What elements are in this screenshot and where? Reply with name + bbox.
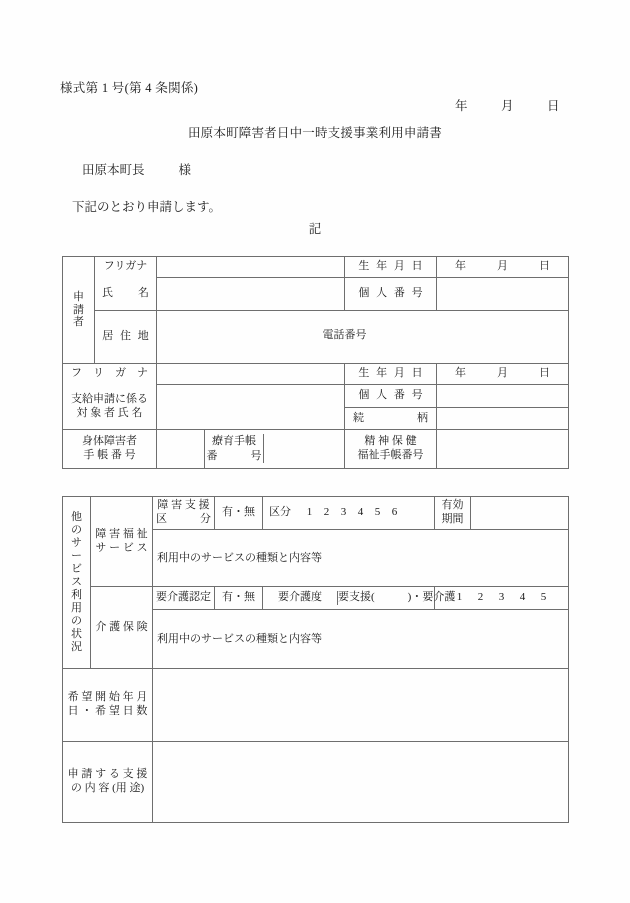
birthdate-day: 日 xyxy=(539,260,550,273)
target-name-label-line2: 対 象 者 氏 名 xyxy=(76,406,143,419)
start-date-label-line2: 日 ・ 希 望 日 数 xyxy=(67,705,148,717)
valid-period-label-line2: 期間 xyxy=(441,513,464,525)
care-number[interactable]: 1 xyxy=(456,591,463,604)
care-number[interactable]: 4 xyxy=(519,591,526,604)
target-birthdate-label: 生 年 月 日 xyxy=(345,364,437,385)
purpose-label-line2: の 内 容 (用 途) xyxy=(70,782,145,794)
applicant-table xyxy=(62,256,569,469)
insurance-label: 介 護 保 険 xyxy=(91,587,153,669)
birthdate-month: 月 xyxy=(497,260,508,273)
rehab-handbook-input[interactable] xyxy=(264,434,345,463)
physical-handbook-label xyxy=(63,429,157,468)
addressee-name: 田原本町長 xyxy=(82,163,145,177)
applicant-furigana-input[interactable] xyxy=(157,257,345,278)
support-class-label-line1: 障 害 支 援 xyxy=(157,499,210,512)
application-statement: 下記のとおり申請します。 xyxy=(72,200,222,214)
care-support-options[interactable] xyxy=(338,591,456,605)
target-birthdate-input[interactable] xyxy=(437,364,569,385)
header-date-year: 年 xyxy=(455,99,468,113)
class-number[interactable]: 4 xyxy=(357,506,364,519)
target-furigana-input[interactable] xyxy=(157,364,345,385)
address-label: 居 住 地 xyxy=(95,311,157,364)
class-number[interactable]: 1 xyxy=(306,506,313,519)
form-number: 様式第 1 号(第 4 条関係) xyxy=(60,81,199,95)
valid-period-input[interactable] xyxy=(471,497,569,530)
care-number[interactable]: 3 xyxy=(498,591,505,604)
services-side-label-char: 他 xyxy=(71,511,82,524)
class-number[interactable]: 6 xyxy=(391,506,398,519)
table-row xyxy=(63,429,569,468)
insurance-service-content-note: 利用中のサービスの種類と内容等 xyxy=(157,633,322,646)
target-my-number-label: 個 人 番 号 xyxy=(345,385,437,408)
support-class-label-line2: 区 分 xyxy=(156,513,211,525)
purpose-label-line1: 申 請 す る 支 援 xyxy=(67,768,148,781)
target-my-number-input[interactable] xyxy=(437,385,569,408)
applicant-name-input[interactable] xyxy=(157,278,345,311)
mental-handbook-label-line1: 精 神 保 健 xyxy=(364,434,417,447)
physical-handbook-label-line2: 手 帳 番 号 xyxy=(83,448,136,461)
care-level-numbers[interactable] xyxy=(435,587,569,610)
phone-label: 電話番号 xyxy=(322,328,367,341)
care-support-label: 要支援( )・要介護 xyxy=(338,591,456,604)
target-name-label xyxy=(63,385,157,430)
ki-mark: 記 xyxy=(308,222,322,236)
physical-handbook-input[interactable] xyxy=(157,429,205,468)
care-cert-label: 要介護認定 xyxy=(153,587,215,610)
purpose-label xyxy=(63,742,153,823)
purpose-input[interactable] xyxy=(153,742,569,823)
birthdate-year: 年 xyxy=(455,260,466,273)
target-birthdate-year: 年 xyxy=(455,367,466,380)
start-date-label-line1: 希 望 開 始 年 月 xyxy=(67,691,148,704)
applicant-side-label-char: 請 xyxy=(73,303,84,316)
header-date-month: 月 xyxy=(501,99,514,113)
table-row xyxy=(63,742,569,823)
services-side-label-char: の xyxy=(71,614,82,627)
physical-handbook-label-line1: 身体障害者 xyxy=(82,434,137,447)
addressee-line xyxy=(82,160,191,178)
welfare-service-content-note: 利用中のサービスの種類と内容等 xyxy=(157,552,322,565)
services-side-label-char: の xyxy=(71,524,82,537)
class-number[interactable]: 2 xyxy=(323,506,330,519)
class-prefix: 区分 xyxy=(269,506,291,519)
services-side-label-char: 況 xyxy=(71,640,82,653)
welfare-service-label-line1: 障 害 福 祉 xyxy=(95,527,148,540)
valid-period-label xyxy=(435,497,471,530)
rehab-handbook-label-line1: 療育手帳 xyxy=(212,435,256,448)
start-date-label xyxy=(63,669,153,742)
mental-handbook-input[interactable] xyxy=(437,429,569,468)
table-row xyxy=(63,278,569,311)
applicant-birthdate-input[interactable] xyxy=(437,257,569,278)
relationship-input[interactable] xyxy=(437,408,569,429)
welfare-service-label xyxy=(91,497,153,587)
table-row xyxy=(63,311,569,364)
applicant-side-label xyxy=(63,257,95,364)
care-number[interactable]: 2 xyxy=(477,591,484,604)
name-label: 氏 名 xyxy=(95,278,157,311)
care-presence[interactable]: 有・無 xyxy=(215,587,263,610)
valid-period-label-line1: 有効 xyxy=(441,499,464,512)
services-table xyxy=(62,496,569,823)
header-date-day: 日 xyxy=(547,99,560,113)
mental-handbook-label-line2: 福祉手帳番号 xyxy=(357,448,424,461)
services-side-label-char: 利 xyxy=(71,588,82,601)
target-name-label-line1: 支給申請に係る xyxy=(71,392,148,405)
table-row xyxy=(63,385,569,408)
services-side-label-char: 状 xyxy=(71,627,82,640)
welfare-service-label-line2: サ ー ビ ス xyxy=(95,541,148,554)
applicant-side-label-char: 申 xyxy=(73,290,84,303)
services-side-label-char: ー xyxy=(71,550,82,563)
care-number[interactable]: 5 xyxy=(540,591,547,604)
start-date-input[interactable] xyxy=(153,669,569,742)
rehab-handbook-label-line2: 番 号 xyxy=(206,449,262,462)
target-birthdate-month: 月 xyxy=(497,367,508,380)
insurance-service-content-input[interactable] xyxy=(153,610,569,669)
addressee-honorific: 様 xyxy=(178,163,192,177)
my-number-label: 個 人 番 号 xyxy=(345,278,437,311)
table-row xyxy=(63,669,569,742)
support-class-label xyxy=(153,497,215,530)
care-level-label xyxy=(263,587,456,610)
target-birthdate-day: 日 xyxy=(539,367,550,380)
target-name-input[interactable] xyxy=(157,385,345,430)
header-date-line xyxy=(455,96,560,114)
care-level-label-text: 要介護度 xyxy=(263,591,338,605)
support-class-presence[interactable]: 有・無 xyxy=(215,497,263,530)
birthdate-label: 生 年 月 日 xyxy=(345,257,437,278)
applicant-address-input[interactable] xyxy=(157,311,569,364)
services-side-label-char: ス xyxy=(71,576,82,589)
table-row xyxy=(63,364,569,385)
welfare-service-content-input[interactable] xyxy=(153,530,569,587)
relationship-label: 続 柄 xyxy=(345,408,437,429)
mental-handbook-label xyxy=(345,429,437,468)
table-row xyxy=(63,497,569,530)
class-number[interactable]: 3 xyxy=(340,506,347,519)
services-side-label xyxy=(63,497,91,669)
rehab-handbook-cell xyxy=(205,429,345,468)
target-furigana-label: フ リ ガ ナ xyxy=(63,364,157,385)
page-title: 田原本町障害者日中一時支援事業利用申請書 xyxy=(187,126,442,140)
class-number[interactable]: 5 xyxy=(374,506,381,519)
applicant-side-label-char: 者 xyxy=(73,316,84,329)
services-side-label-char: サ xyxy=(71,537,82,550)
applicant-my-number-input[interactable] xyxy=(437,278,569,311)
table-row xyxy=(63,587,569,610)
services-side-label-char: 用 xyxy=(71,601,82,614)
furigana-label: フリガナ xyxy=(95,257,157,278)
services-side-label-char: ビ xyxy=(71,563,82,576)
table-row xyxy=(63,257,569,278)
support-class-levels[interactable] xyxy=(263,497,435,530)
